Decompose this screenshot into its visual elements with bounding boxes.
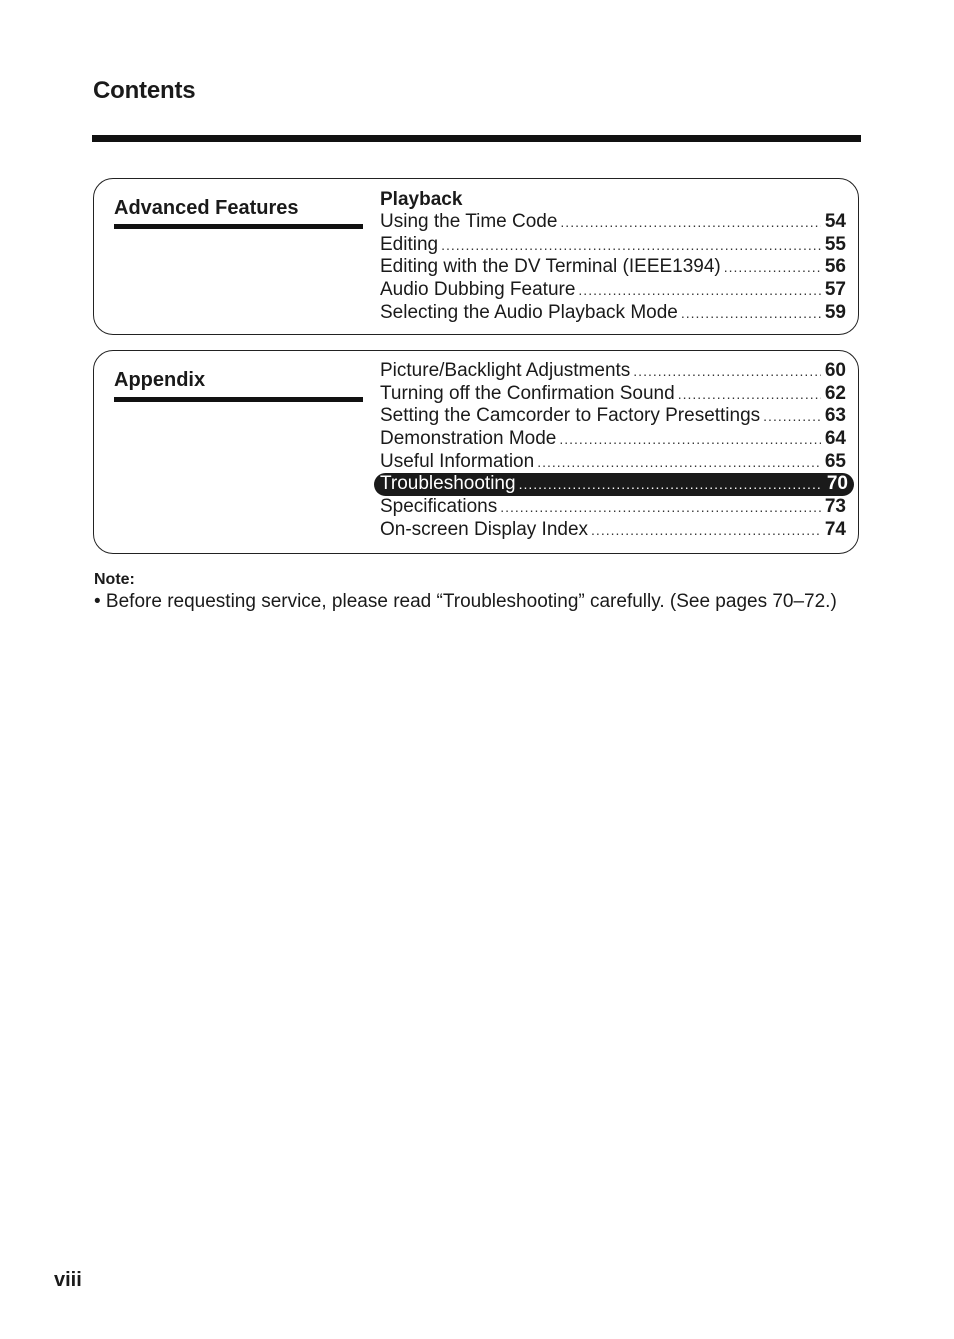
toc-entry-page: 60 [824,360,846,381]
toc-entry-page: 59 [824,301,846,323]
toc-leader [633,360,821,383]
toc-entry-label: Demonstration Mode [380,428,557,450]
toc-entry[interactable] [380,383,848,406]
toc-leader [559,428,821,451]
toc-entry-label: Editing [380,233,439,255]
toc-entry-page: 63 [824,405,846,427]
toc-entry-label: Audio Dubbing Feature [380,279,576,301]
section-heading: Advanced Features [114,197,299,219]
toc-entry-label: Picture/Backlight Adjustments [380,360,631,381]
toc-entry-label: Using the Time Code [380,211,558,232]
toc-entry-page: 55 [824,233,846,255]
toc-leader [441,234,821,257]
toc-entry-highlighted[interactable] [374,473,854,496]
toc-entry[interactable] [380,360,848,383]
toc-entry[interactable] [380,519,848,542]
toc-entry[interactable] [380,234,848,257]
toc-entry-page: 54 [824,211,846,232]
page-title: Contents [93,77,196,104]
toc-entry[interactable] [380,211,848,234]
toc-entry-label: Specifications [380,496,498,518]
toc-entry[interactable] [380,405,848,428]
toc-entry-label: Turning off the Confirmation Sound [380,382,675,404]
toc-entry-page: 73 [824,496,846,518]
toc-entry[interactable] [380,256,848,279]
toc-column [380,188,848,324]
toc-entry[interactable] [380,496,848,519]
toc-leader [560,211,821,234]
toc-leader [724,256,821,279]
note-text: • Before requesting service, please read “Troubleshooting” carefully. (See pages 70–72.) [94,591,837,612]
toc-entry-label: Selecting the Audio Playback Mode [380,301,678,323]
toc-entry[interactable] [380,451,848,474]
toc-leader [591,519,821,542]
toc-entry-label: Troubleshooting [380,473,516,495]
toc-leader [519,473,823,496]
toc-leader [681,302,821,325]
section-heading: Appendix [114,369,206,391]
toc-column [380,360,848,542]
toc-entry-label: Editing with the DV Terminal (IEEE1394) [380,256,721,278]
toc-group-title: Playback [380,189,463,210]
title-rule [92,135,861,142]
toc-entry-page: 64 [824,428,846,450]
toc-leader [678,383,821,406]
toc-leader [500,496,821,519]
section-box-appendix [93,350,859,554]
section-heading-rule [114,224,363,229]
toc-entry-page: 65 [824,450,846,472]
toc-entry-page: 70 [826,473,848,495]
toc-entry-page: 56 [824,256,846,278]
section-heading-rule [114,397,363,402]
toc-entry-page: 74 [824,518,846,540]
toc-leader [763,405,821,428]
toc-entry[interactable] [380,428,848,451]
toc-entry-label: Setting the Camcorder to Factory Presettings [380,405,761,427]
toc-leader [578,279,821,302]
toc-leader [537,451,821,474]
section-box-advanced-features [93,178,859,335]
note-label: Note: [94,571,135,588]
toc-entry[interactable] [380,279,848,302]
toc-entry-page: 62 [824,382,846,404]
toc-entry-page: 57 [824,279,846,301]
toc-entry[interactable] [380,302,848,325]
toc-entry-label: Useful Information [380,450,535,472]
page-number: viii [54,1269,82,1291]
toc-entry-label: On-screen Display Index [380,518,589,540]
